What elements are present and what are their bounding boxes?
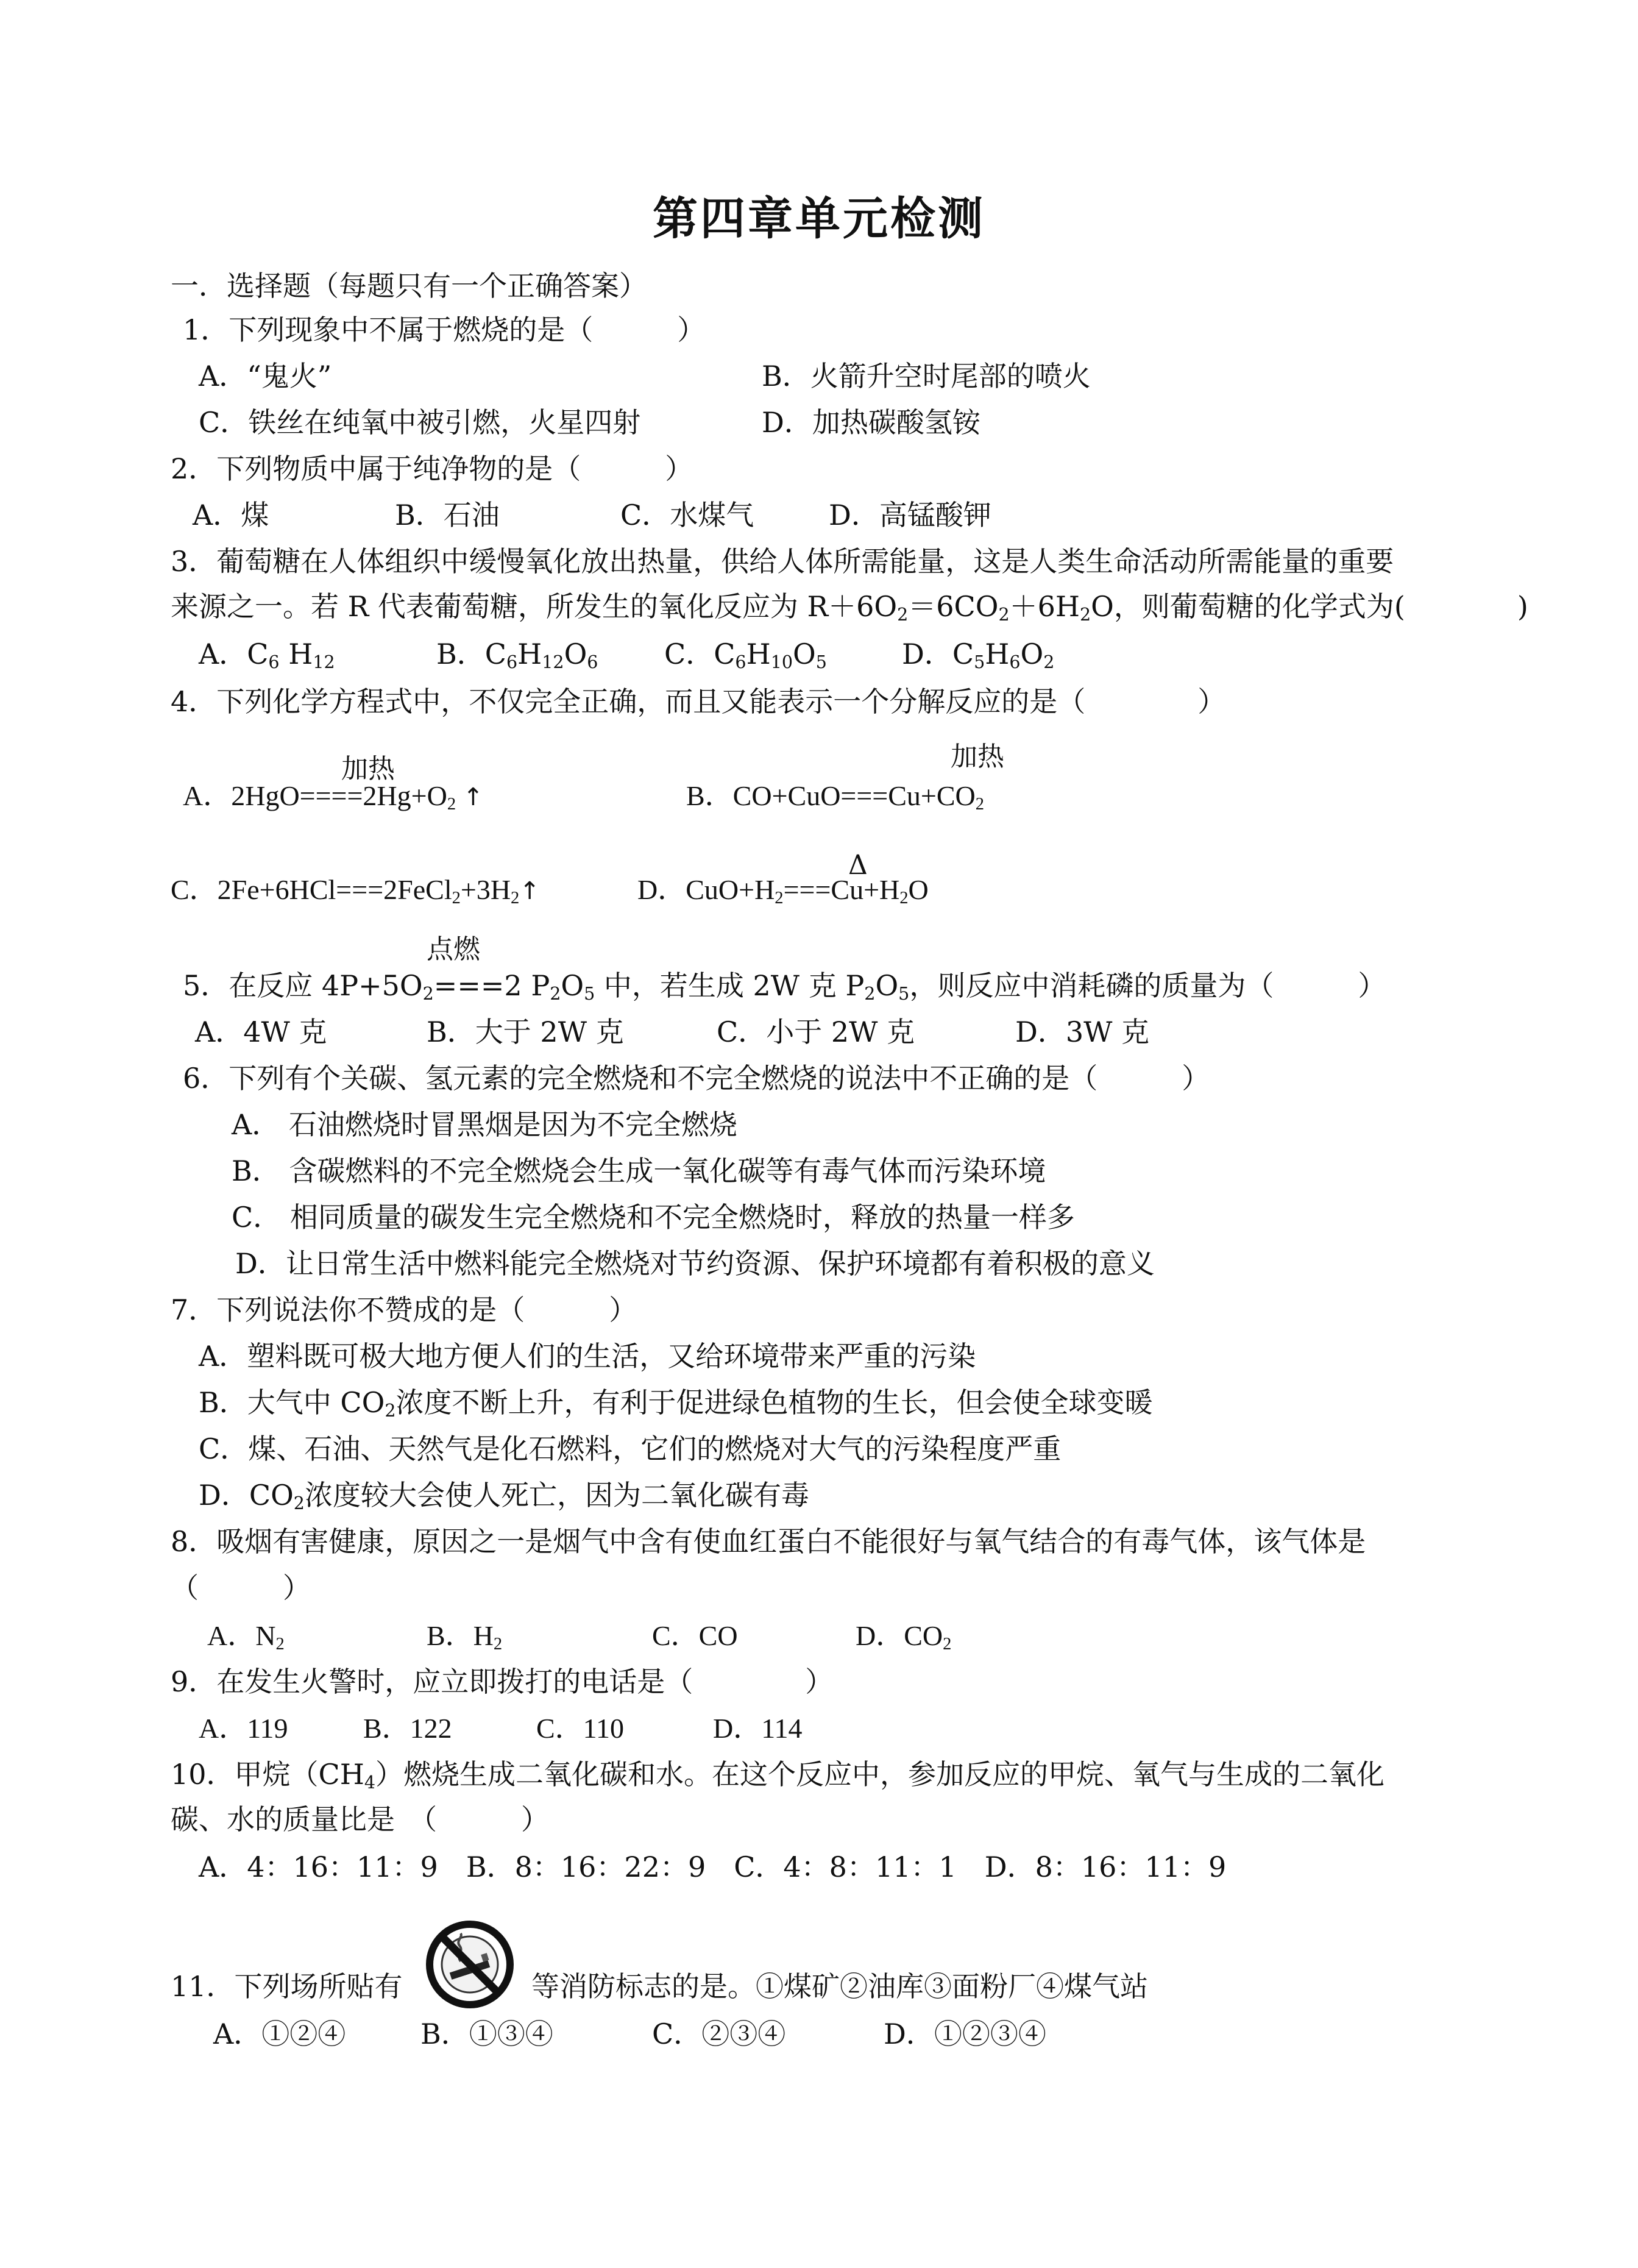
q5-option-c: C．小于 2W 克 xyxy=(717,1015,915,1048)
up-arrow-icon: ↑ xyxy=(519,877,540,905)
q5-condition: 点燃 xyxy=(427,934,480,965)
q6-option-d: D．让日常生活中燃料能完全燃烧对节约资源、保护环境都有着积极的意义 xyxy=(235,1247,1155,1280)
q6-stem: 6．下列有个关碳、氢元素的完全燃烧和不完全燃烧的说法中不正确的是（ ） xyxy=(183,1062,1210,1095)
q9-option-a: A．119 xyxy=(199,1713,288,1744)
q11-option-b: B．①③④ xyxy=(420,2017,553,2050)
q6-option-c: C． 相同质量的碳发生完全燃烧和不完全燃烧时，释放的热量一样多 xyxy=(232,1201,1075,1234)
q11-stem-post: 等消防标志的是。①煤矿②油库③面粉厂④煤气站 xyxy=(531,1970,1148,2003)
q4-b-condition: 加热 xyxy=(951,741,1004,772)
q10-line2: 碳、水的质量比是 （ ） xyxy=(171,1803,549,1836)
q8-option-a: A．$N_2$ xyxy=(207,1620,285,1654)
q10-options: A．4：16：11：9 B．8：16：22：9 C．4：8：11：1 D．8：16：11：9 xyxy=(199,1850,1227,1883)
q5-option-a: A．4W 克 xyxy=(195,1015,327,1048)
q2-option-a: A．煤 xyxy=(193,499,269,531)
q8-option-b: B．$H_2$ xyxy=(427,1620,503,1654)
q8-option-d: D．$CO_2$ xyxy=(856,1620,952,1654)
q4-stem: 4．下列化学方程式中，不仅完全正确，而且又能表示一个分解反应的是（ ） xyxy=(171,685,1226,718)
q6-option-a: A． 石油燃烧时冒黑烟是因为不完全燃烧 xyxy=(232,1108,737,1141)
q7-option-a: A．塑料既可极大地方便人们的生活，又给环境带来严重的污染 xyxy=(199,1340,976,1373)
q2-stem: 2．下列物质中属于纯净物的是（ ） xyxy=(171,452,693,485)
q9-stem: 9．在发生火警时，应立即拨打的电话是（ ） xyxy=(171,1665,834,1698)
q9-option-d: D．114 xyxy=(713,1713,803,1744)
q3-line1: 3．葡萄糖在人体组织中缓慢氧化放出热量，供给人体所需能量，这是人类生命活动所需能量的重要 xyxy=(171,545,1394,578)
q9-option-b: B．122 xyxy=(363,1713,452,1744)
page-title: 第四章单元检测 xyxy=(653,193,985,245)
q5-option-b: B．大于 2W 克 xyxy=(427,1015,624,1048)
q9-option-c: C．110 xyxy=(536,1713,624,1744)
q11-option-d: D．①②③④ xyxy=(884,2017,1046,2050)
q6-option-b: B． 含碳燃料的不完全燃烧会生成一氧化碳等有毒气体而污染环境 xyxy=(232,1154,1046,1187)
q7-option-d: D．$CO_2$浓度较大会使人死亡，因为二氧化碳有毒 xyxy=(199,1479,809,1514)
q2-option-b: B．石油 xyxy=(395,499,500,531)
q8-line2: （ ） xyxy=(171,1571,311,1604)
q7-stem: 7．下列说法你不赞成的是（ ） xyxy=(171,1293,637,1326)
q8-line1: 8．吸烟有害健康，原因之一是烟气中含有使血红蛋白不能很好与氧气结合的有毒气体，该气体是 xyxy=(171,1525,1366,1558)
q4-d-condition: Δ xyxy=(848,850,868,881)
q5-option-d: D．3W 克 xyxy=(1015,1015,1150,1048)
no-smoking-sign-icon xyxy=(424,1919,516,2010)
q1-stem: 1．下列现象中不属于燃烧的是（ ） xyxy=(183,313,706,346)
q10-line1: 10．甲烷$(CH_4)$燃烧生成二氧化碳和水。在这个反应中，参加反应的甲烷、氧气与生成的二氧化 xyxy=(171,1758,1385,1793)
q2-option-c: C．水煤气 xyxy=(620,499,754,531)
q1-option-c: C．铁丝在纯氧中被引燃，火星四射 xyxy=(199,406,641,439)
q5-stem: 5．在反应 $4P+5O_2===2$ $P_2O_5$ 中，若生成 2W 克 $P_2O_5$，则反应中消耗磷的质量为（ ） xyxy=(183,969,1386,1004)
q3-option-b: B．$C_6H_{12}O_6$ xyxy=(436,638,598,673)
q4-option-c: C．$2Fe+6HCl===2FeCl_2+3H_2↑$ xyxy=(171,874,540,908)
q7-option-c: C．煤、石油、天然气是化石燃料，它们的燃烧对大气的污染程度严重 xyxy=(199,1432,1062,1465)
q1-option-d: D．加热碳酸氢铵 xyxy=(762,406,980,439)
q11-option-c: C．②③④ xyxy=(652,2017,786,2050)
q7-option-b: B．大气中 $CO_2$浓度不断上升，有利于促进绿色植物的生长，但会使全球变暖 xyxy=(199,1386,1153,1421)
q4-option-d: D．$CuO+H_2===Cu+H_2O$ xyxy=(637,874,929,908)
q3-option-a: A．$C_6$ $H_{12}$ xyxy=(199,638,335,673)
q1-option-b: B．火箭升空时尾部的喷火 xyxy=(762,360,1091,393)
q8-option-c: C．CO xyxy=(652,1620,738,1651)
q4-a-condition: 加热 xyxy=(341,753,395,784)
q11-option-a: A．①②④ xyxy=(213,2017,346,2050)
q3-option-d: D．$C_5H_6O_2$ xyxy=(902,638,1055,673)
q2-option-d: D．高锰酸钾 xyxy=(829,499,991,531)
section-heading: 一．选择题（每题只有一个正确答案） xyxy=(171,269,647,302)
q11-stem-pre: 11．下列场所贴有 xyxy=(171,1970,403,2003)
q4-option-b: B．$CO+CuO===Cu+CO_2$ xyxy=(686,780,985,814)
up-arrow-icon: ↑ xyxy=(463,783,484,811)
q3-option-c: C．$C_6H_{10}O_5$ xyxy=(664,638,827,673)
q4-option-a: A．$2HgO====2Hg+O_2$ ↑ xyxy=(183,780,484,814)
q3-line2: 来源之一。若 R 代表葡萄糖，所发生的氧化反应为 $R+6O_2=6CO_2+6H_2O$，则葡萄糖的化学式为( ) xyxy=(171,590,1528,625)
q1-option-a: A．“鬼火” xyxy=(199,360,332,393)
